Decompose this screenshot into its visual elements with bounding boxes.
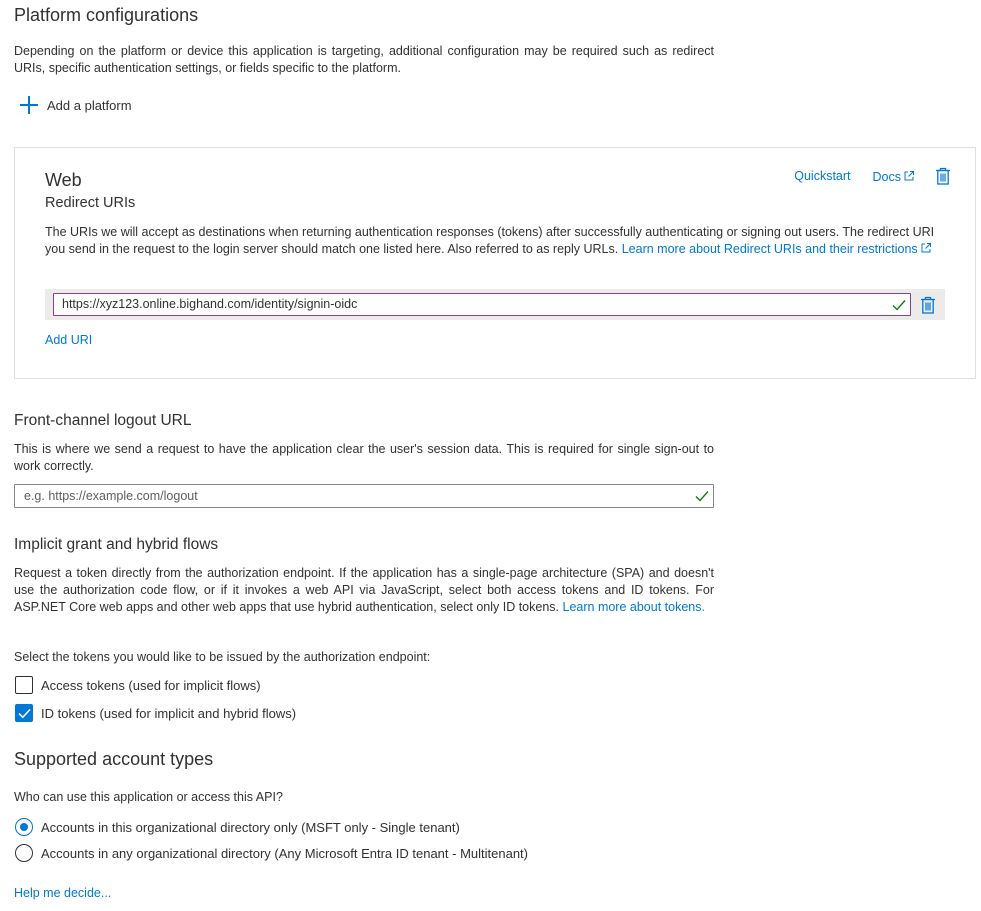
add-platform-label: Add a platform xyxy=(47,97,132,113)
id-tokens-label: ID tokens (used for implicit and hybrid flows) xyxy=(41,705,297,721)
access-tokens-checkbox[interactable] xyxy=(15,676,33,694)
logout-url-description: This is where we send a request to have the application clear the user's session data. This is required for single sign-out to work correctly. xyxy=(14,442,714,473)
single-tenant-radio[interactable] xyxy=(15,818,33,836)
external-link-icon xyxy=(903,170,915,182)
access-tokens-option[interactable] xyxy=(15,676,261,694)
valid-check-icon xyxy=(892,299,906,311)
learn-more-redirect-link[interactable]: Learn more about Redirect URIs and their restrictions xyxy=(621,242,918,256)
docs-link-label: Docs xyxy=(872,169,901,184)
docs-link[interactable] xyxy=(873,169,915,184)
web-card-title: Web xyxy=(45,170,82,190)
single-tenant-option[interactable] xyxy=(15,818,460,836)
token-select-prompt: Select the tokens you would like to be issued by the authorization endpoint: xyxy=(14,650,431,664)
implicit-grant-title: Implicit grant and hybrid flows xyxy=(14,536,219,553)
delete-uri-icon[interactable] xyxy=(920,296,936,314)
implicit-description-text: Request a token directly from the authorization endpoint. If the application has a single-page architecture (SPA) and doesn't use the authorization code flow, or if it invokes a web API via JavaScript, select both access tokens and ID tokens. For ASP.NET Core web apps and other web apps that use hybrid authentication, select only ID tokens. xyxy=(14,566,714,614)
id-tokens-checkbox[interactable] xyxy=(15,704,33,722)
external-link-icon xyxy=(920,242,932,254)
redirect-uris-heading: Redirect URIs xyxy=(45,195,136,211)
implicit-grant-description xyxy=(14,565,714,616)
redirect-uris-description xyxy=(45,224,945,258)
valid-check-icon xyxy=(695,490,709,502)
plus-icon xyxy=(20,96,38,114)
add-uri-button[interactable]: Add URI xyxy=(45,333,93,347)
multi-tenant-radio[interactable] xyxy=(15,844,33,862)
checkmark-icon xyxy=(18,708,31,719)
account-types-title: Supported account types xyxy=(14,749,214,769)
multi-tenant-option[interactable] xyxy=(15,844,528,862)
platform-description: Depending on the platform or device this application is targeting, additional configuration may be required such as redirect URIs, specific authentication settings, or fields specific to the platform. xyxy=(14,44,714,75)
web-card-actions xyxy=(794,167,951,185)
logout-url-title: Front-channel logout URL xyxy=(14,412,192,429)
redirect-uri-input[interactable]: https://xyz123.online.bighand.com/identity/signin-oidc xyxy=(53,293,911,316)
help-me-decide-link[interactable]: Help me decide... xyxy=(14,886,112,900)
id-tokens-option[interactable] xyxy=(15,704,296,722)
account-types-prompt: Who can use this application or access this API? xyxy=(14,790,283,804)
single-tenant-label: Accounts in this organizational directory only (MSFT only - Single tenant) xyxy=(41,819,460,835)
redirect-description-text: The URIs we will accept as destinations when returning authentication responses (tokens) after successfully authenticating or signing out users. The redirect URI you send in the request to the login server should match one listed here. Also referred to as reply URLs. xyxy=(45,225,935,256)
add-platform-button[interactable] xyxy=(20,94,132,116)
platform-configurations-title: Platform configurations xyxy=(14,5,199,25)
learn-more-tokens-link[interactable]: Learn more about tokens. xyxy=(562,600,705,614)
logout-url-input[interactable]: e.g. https://example.com/logout xyxy=(14,484,714,508)
delete-platform-icon[interactable] xyxy=(935,167,951,185)
access-tokens-label: Access tokens (used for implicit flows) xyxy=(41,677,261,693)
quickstart-link[interactable]: Quickstart xyxy=(794,169,851,183)
multi-tenant-label: Accounts in any organizational directory (Any Microsoft Entra ID tenant - Multitenant) xyxy=(41,845,528,861)
